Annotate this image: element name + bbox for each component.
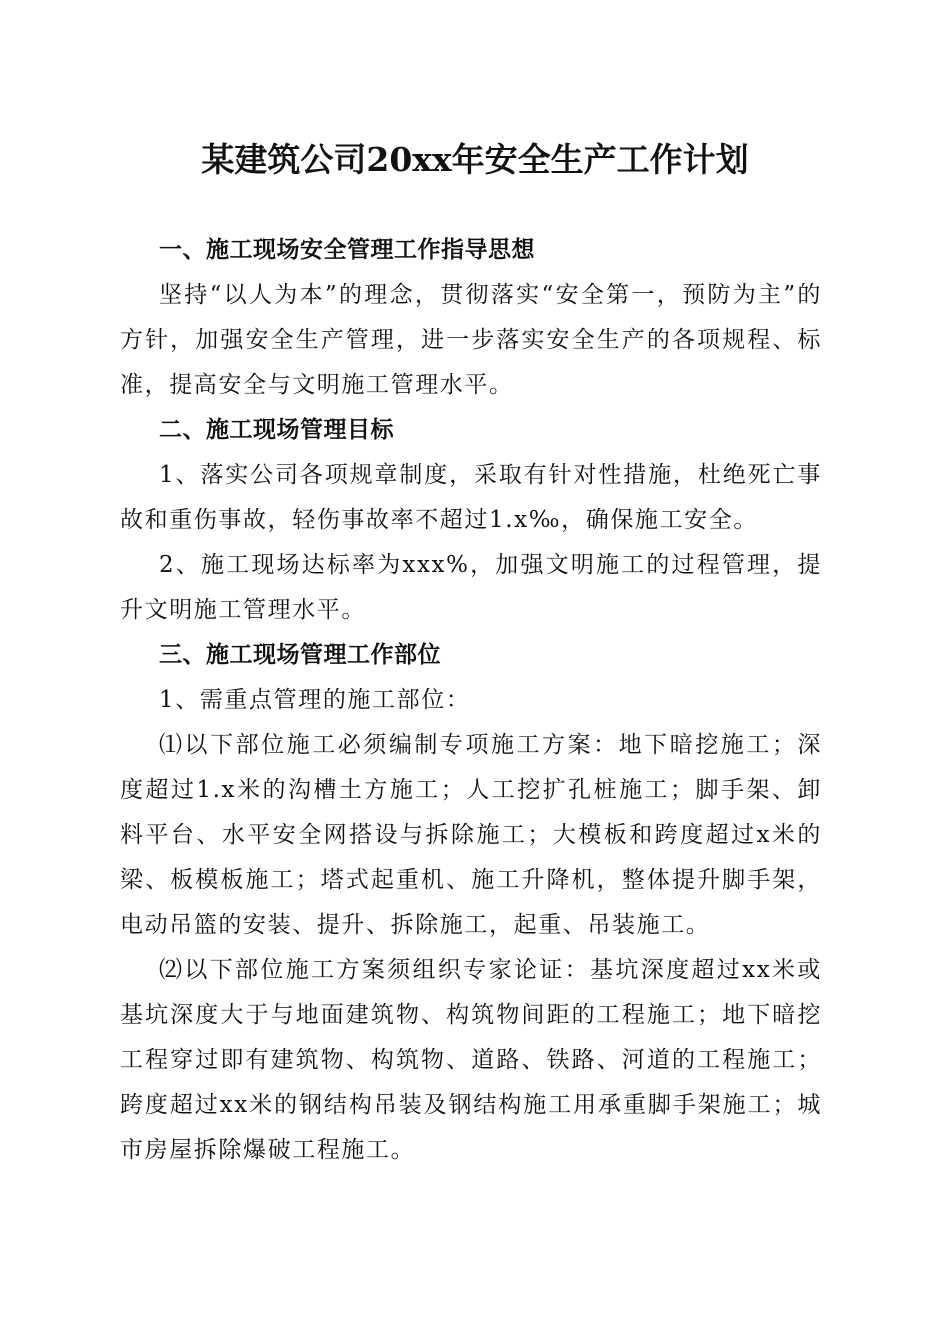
section-heading: 三、施工现场管理工作部位 (159, 642, 441, 668)
paragraph: ⑴以下部位施工必须编制专项施工方案：地下暗挖施工；深度超过1.x米的沟槽土方施工；人工挖扩孔桩施工；脚手架、卸料平台、水平安全网搭设与拆除施工；大模板和跨度超过x米的梁、板模板施工；塔式起重机、施工升降机，整体提升脚手架，电动吊篮的安装、提升、拆除施工，起重、吊装施工。 (120, 732, 822, 938)
section-heading: 二、施工现场管理目标 (159, 417, 394, 443)
paragraph: 2、施工现场达标率为xxx%，加强文明施工的过程管理，提升文明施工管理水平。 (120, 552, 822, 623)
paragraph: ⑵以下部位施工方案须组织专家论证：基坑深度超过xx米或基坑深度大于与地面建筑物、构筑物间距的工程施工；地下暗挖工程穿过即有建筑物、构筑物、道路、铁路、河道的工程施工；跨度超过xx米的钢结构吊装及钢结构施工用承重脚手架施工；城市房屋拆除爆破工程施工。 (120, 957, 822, 1163)
paragraph: 1、需重点管理的施工部位： (159, 687, 471, 713)
paragraph: 1、落实公司各项规章制度，采取有针对性措施，杜绝死亡事故和重伤事故，轻伤事故率不超过1.x‰，确保施工安全。 (120, 462, 822, 533)
section-heading: 一、施工现场安全管理工作指导思想 (159, 237, 535, 263)
document-body (120, 228, 822, 1173)
document-title: 某建筑公司20xx年安全生产工作计划 (201, 140, 749, 179)
paragraph: 坚持“以人为本”的理念，贯彻落实“安全第一，预防为主”的方针，加强安全生产管理，进一步落实安全生产的各项规程、标准，提高安全与文明施工管理水平。 (120, 282, 822, 398)
